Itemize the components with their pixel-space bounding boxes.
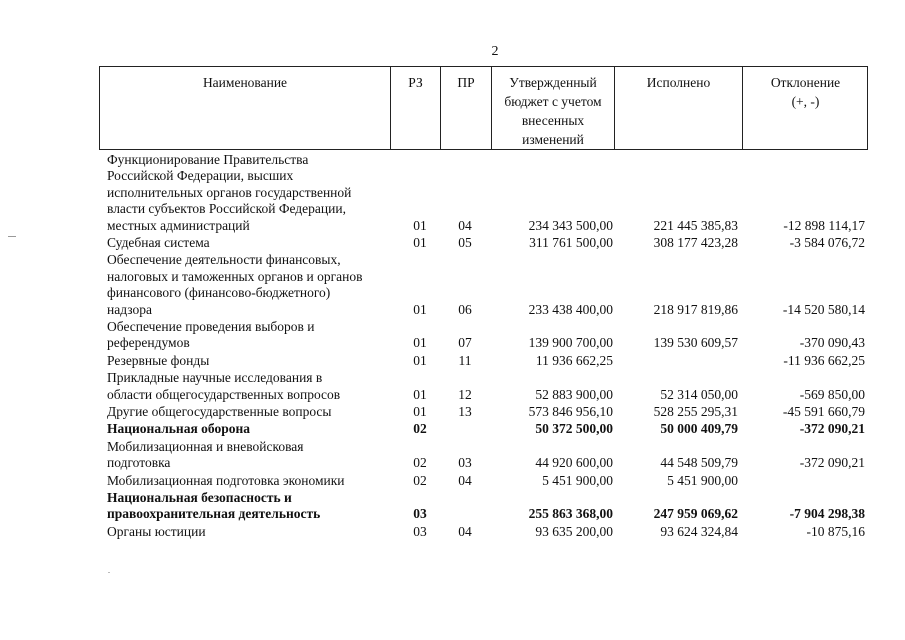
row-budget: 52 883 900,00 xyxy=(535,386,613,402)
row-executed: 139 530 609,57 xyxy=(653,335,738,351)
header-budget-line: изменений xyxy=(522,132,584,147)
row-budget: 50 372 500,00 xyxy=(535,421,613,437)
row-budget: 573 846 956,10 xyxy=(528,404,613,419)
row-rz: 01 xyxy=(413,217,427,233)
row-name-line: подготовка xyxy=(107,455,171,471)
row-budget: 5 451 900,00 xyxy=(542,472,613,488)
row-name-line: Обеспечение проведения выборов и xyxy=(107,319,315,334)
row-budget: 255 863 368,00 xyxy=(528,506,613,522)
row-name-line: Обеспечение деятельности финансовых, xyxy=(107,252,341,268)
margin-dot xyxy=(108,572,110,573)
row-executed: 528 255 295,31 xyxy=(653,404,738,419)
row-pr: 05 xyxy=(458,235,472,250)
row-name-line: Другие общегосударственные вопросы xyxy=(107,404,332,419)
row-budget: 44 920 600,00 xyxy=(535,455,613,471)
row-name-line: Резервные фонды xyxy=(107,352,210,368)
header-pr: ПР xyxy=(457,75,475,90)
row-deviation: -11 936 662,25 xyxy=(783,352,865,368)
header-budget-line: бюджет с учетом xyxy=(504,94,602,109)
row-rz: 03 xyxy=(413,506,427,522)
row-deviation: -370 090,43 xyxy=(799,335,865,351)
row-name-line: референдумов xyxy=(107,335,190,351)
row-name xyxy=(107,473,397,489)
row-name xyxy=(107,439,397,472)
row-rz: 01 xyxy=(413,301,427,317)
row-name xyxy=(107,370,397,403)
header-budget-line: внесенных xyxy=(521,113,585,128)
header-name: Наименование xyxy=(202,75,288,90)
margin-mark xyxy=(8,236,16,237)
row-deviation: -7 904 298,38 xyxy=(789,506,865,522)
row-deviation: -569 850,00 xyxy=(799,386,865,402)
row-name-line: Национальная безопасность и xyxy=(107,490,292,505)
row-name xyxy=(107,490,397,523)
row-budget: 139 900 700,00 xyxy=(528,335,613,351)
row-name-line: местных администраций xyxy=(107,217,250,233)
row-budget: 234 343 500,00 xyxy=(528,217,613,233)
row-pr: 07 xyxy=(458,335,472,351)
row-name xyxy=(107,524,397,540)
row-name xyxy=(107,421,397,437)
row-executed: 44 548 509,79 xyxy=(660,455,738,471)
row-name xyxy=(107,235,397,251)
row-pr: 04 xyxy=(458,523,472,539)
row-budget: 11 936 662,25 xyxy=(535,352,613,368)
row-name-line: Прикладные научные исследования в xyxy=(107,370,323,386)
row-rz: 02 xyxy=(413,421,427,437)
row-name-line: Национальная оборона xyxy=(107,421,250,437)
row-executed: 5 451 900,00 xyxy=(667,472,738,488)
row-pr: 06 xyxy=(458,301,472,317)
row-rz: 01 xyxy=(413,352,427,368)
row-deviation: -10 875,16 xyxy=(806,523,865,539)
row-pr: 13 xyxy=(458,404,472,419)
row-name-line: Мобилизационная подготовка экономики xyxy=(107,472,345,488)
row-name-line: власти субъектов Российской Федерации, xyxy=(107,201,346,217)
row-executed: 247 959 069,62 xyxy=(653,506,738,522)
row-deviation: -372 090,21 xyxy=(799,455,865,471)
row-executed: 308 177 423,28 xyxy=(653,235,738,250)
row-name-line: надзора xyxy=(107,301,152,317)
row-executed: 218 917 819,86 xyxy=(653,301,738,317)
page-number: 2 xyxy=(491,44,499,59)
row-name-line: Мобилизационная и вневойсковая xyxy=(107,438,304,454)
row-rz: 01 xyxy=(413,235,427,250)
row-name xyxy=(107,152,397,234)
row-executed: 52 314 050,00 xyxy=(660,386,738,402)
row-name xyxy=(107,319,397,352)
row-pr: 04 xyxy=(458,217,472,233)
header-rz: РЗ xyxy=(408,75,423,90)
row-pr: 12 xyxy=(458,386,472,402)
row-deviation: -372 090,21 xyxy=(799,421,865,437)
row-rz: 01 xyxy=(413,335,427,351)
row-pr: 03 xyxy=(458,455,472,471)
row-deviation: -14 520 580,14 xyxy=(782,301,865,317)
header-executed: Исполнено xyxy=(646,75,711,90)
header-deviation-line: (+, -) xyxy=(791,94,820,109)
row-executed: 50 000 409,79 xyxy=(660,421,738,437)
row-name-line: правоохранительная деятельность xyxy=(107,506,321,522)
row-deviation: -3 584 076,72 xyxy=(789,235,865,250)
row-name-line: области общегосударственных вопросов xyxy=(107,386,341,402)
header-deviation-line: Отклонение xyxy=(770,75,841,90)
row-name-line: исполнительных органов государственной xyxy=(107,184,352,200)
row-budget: 233 438 400,00 xyxy=(528,301,613,317)
row-name-line: финансового (финансово-бюджетного) xyxy=(107,285,331,301)
row-budget: 311 761 500,00 xyxy=(529,235,613,250)
row-name xyxy=(107,252,397,318)
row-executed: 93 624 324,84 xyxy=(660,523,738,539)
row-deviation: -45 591 660,79 xyxy=(782,404,865,419)
row-rz: 01 xyxy=(413,404,427,419)
row-rz: 01 xyxy=(413,386,427,402)
header-budget-line: Утвержденный xyxy=(509,75,597,90)
row-rz: 02 xyxy=(413,472,427,488)
row-deviation: -12 898 114,17 xyxy=(783,217,865,233)
row-name-line: Судебная система xyxy=(107,235,210,250)
row-name-line: Органы юстиции xyxy=(107,523,206,539)
header-budget xyxy=(492,73,614,149)
header-deviation xyxy=(743,73,868,111)
row-executed: 221 445 385,83 xyxy=(653,217,738,233)
row-budget: 93 635 200,00 xyxy=(535,523,613,539)
row-name xyxy=(107,353,397,369)
row-pr: 11 xyxy=(458,352,472,368)
row-rz: 03 xyxy=(413,523,427,539)
row-rz: 02 xyxy=(413,455,427,471)
row-pr: 04 xyxy=(458,472,472,488)
row-name xyxy=(107,404,397,420)
row-name-line: Функционирование Правительства xyxy=(107,152,309,167)
row-name-line: налоговых и таможенных органов и органов xyxy=(107,268,363,284)
row-name-line: Российской Федерации, высших xyxy=(107,168,294,184)
